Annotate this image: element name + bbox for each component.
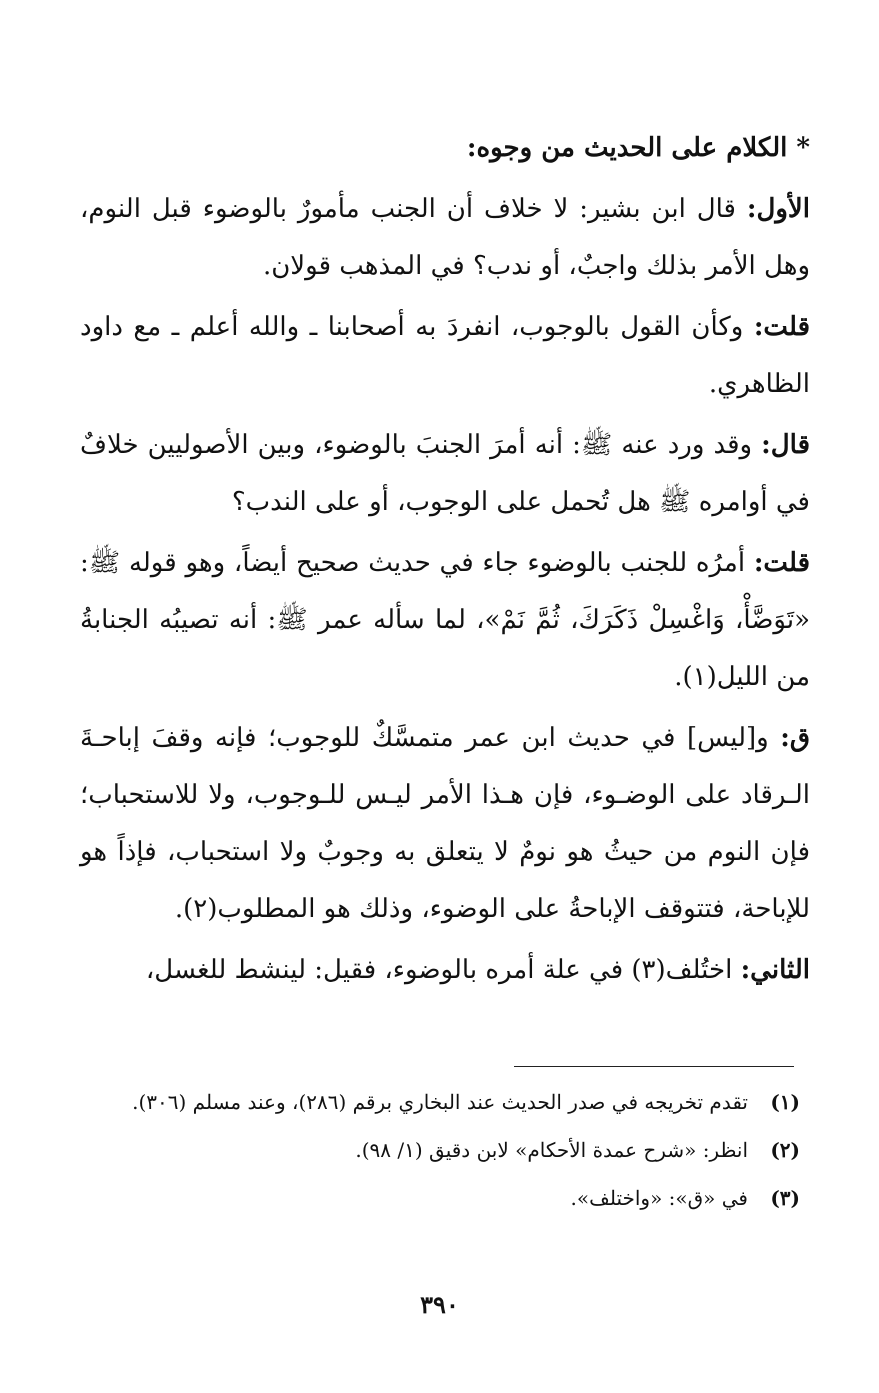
paragraph-qultu-2 <box>80 535 810 706</box>
footnote-divider <box>514 1066 794 1067</box>
main-text <box>80 120 810 1003</box>
footnote-item <box>80 1130 800 1170</box>
paragraph-text: وقد ورد عنه ﷺ: أنه أمرَ الجنبَ بالوضوء، وبين الأصوليين خلافٌ في أوامره ﷺ هل تُحمل على الوجوب، أو على الندب؟ <box>80 430 810 517</box>
footnote-number: (٣) <box>770 1186 800 1210</box>
paragraph-text: قال ابن بشير: لا خلاف أن الجنب مأمورٌ بالوضوء قبل النوم، وهل الأمر بذلك واجبٌ، أو ندب؟ في المذهب قولان. <box>80 194 810 281</box>
paragraph-text: أمرُه للجنب بالوضوء جاء في حديث صحيح أيضاً، وهو قوله ﷺ: «تَوَضَّأْ، وَاغْسِلْ ذَكَرَكَ، ثُمَّ نَمْ»، لما سأله عمر ﷺ: أنه تصيبُه الجنابةُ من الليل(١). <box>80 548 810 692</box>
paragraph-lead: الثاني: <box>740 955 810 985</box>
footnote-item <box>80 1178 800 1218</box>
section-heading: * الكلام على الحديث من وجوه: <box>466 133 810 163</box>
footnotes <box>80 1082 800 1226</box>
paragraph-lead: ق: <box>780 723 810 753</box>
paragraph-lead: قال: <box>761 430 810 460</box>
footnote-text: في «ق»: «واختلف». <box>570 1186 748 1210</box>
paragraph-text: وكأن القول بالوجوب، انفردَ به أصحابنا ـ والله أعلم ـ مع داود الظاهري. <box>80 312 810 399</box>
paragraph-first <box>80 181 810 295</box>
footnote-number: (١) <box>770 1090 800 1114</box>
paragraph-qaf <box>80 710 810 938</box>
footnote-text: انظر: «شرح عمدة الأحكام» لابن دقيق (١/ ٩٨). <box>355 1138 748 1162</box>
footnote-number: (٢) <box>770 1138 800 1162</box>
paragraph-second <box>80 942 810 999</box>
paragraph-lead: قلت: <box>753 312 810 342</box>
paragraph-lead: الأول: <box>746 194 810 224</box>
page-number: ٣٩٠ <box>420 1290 459 1319</box>
footnote-text: تقدم تخريجه في صدر الحديث عند البخاري برقم (٢٨٦)، وعند مسلم (٣٠٦). <box>132 1090 748 1114</box>
paragraph-qultu-1 <box>80 299 810 413</box>
paragraph-lead: قلت: <box>753 548 810 578</box>
footnote-item <box>80 1082 800 1122</box>
paragraph-text: و[ليس] في حديث ابن عمر متمسَّكٌ للوجوب؛ فإنه وقفَ إباحـةَ الـرقاد على الوضـوء، فإن هـذا الأمر ليـس للـوجوب، ولا للاستحباب؛ فإن النوم من حيثُ هو نومٌ لا يتعلق به وجوبٌ ولا استحباب، فإذاً هو للإباحة، فتتوقف الإباحةُ على الوضوء، وذلك هو المطلوب(٢). <box>80 723 810 924</box>
paragraph-text: اختُلف(٣) في علة أمره بالوضوء، فقيل: لينشط للغسل، <box>145 955 741 985</box>
paragraph-qala <box>80 417 810 531</box>
